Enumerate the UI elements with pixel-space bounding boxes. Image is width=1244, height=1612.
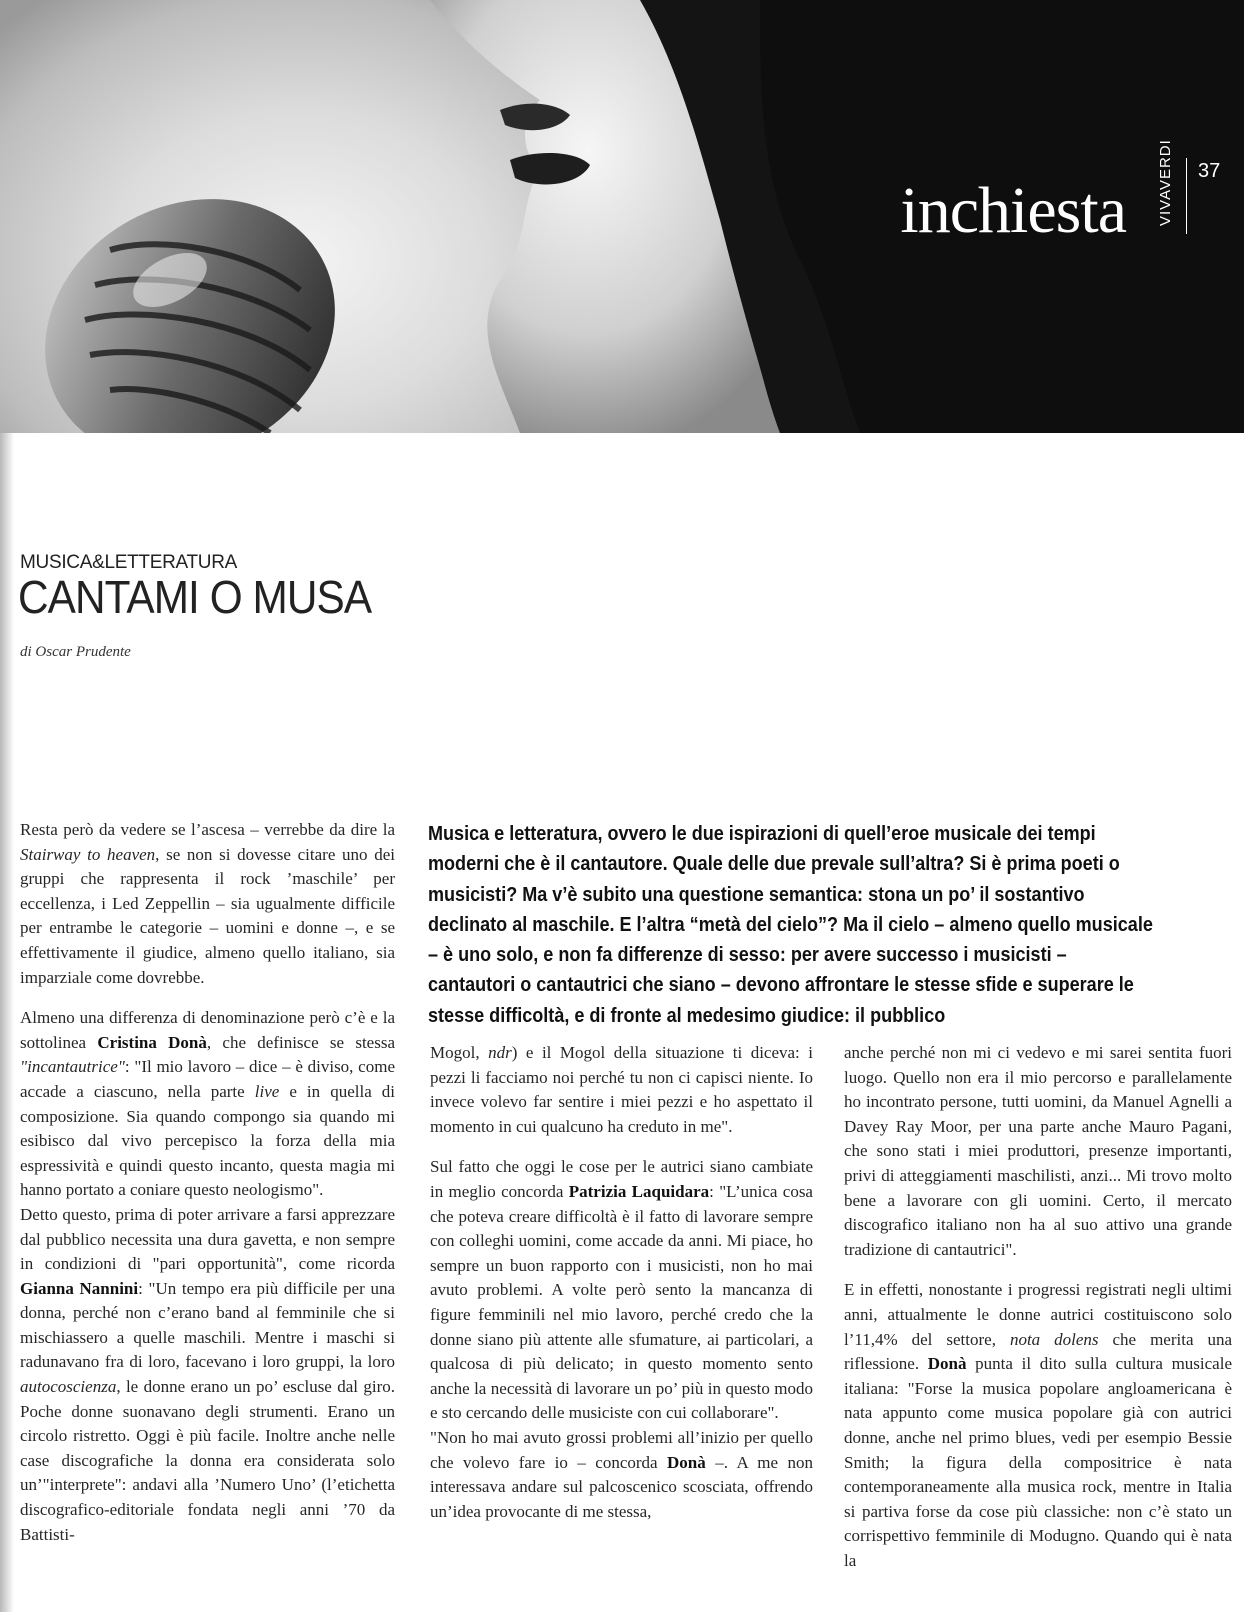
paragraph: Resta però da vedere se l’ascesa – verrebbe da dire la Stairway to heaven, se non si dovesse citare uno dei gruppi che rappresenta il rock ’maschile’ per eccellenza, i Led Zeppellin – sia ugualmente difficile per entrambe le categorie – uomini e donne –, e se effettivamente il giudice, almeno quello italiano, sia imparziale come dovrebbe. xyxy=(20,820,395,987)
paragraph: "Non ho mai avuto grossi problemi all’inizio per quello che volevo fare io – concorda Donà –. A me non interessava andare sul palcoscenico scosciata, offrendo un’idea provocante di me stessa, xyxy=(430,1427,814,1521)
article-kicker: MUSICA&LETTERATURA xyxy=(20,552,237,573)
page-gutter-shadow xyxy=(0,430,14,1612)
hero-photo xyxy=(0,0,1244,433)
magazine-name: VIVAVERDI xyxy=(1157,139,1174,226)
paragraph: anche perché non mi ci vedevo e mi sarei sentita fuori luogo. Quello non era il mio percorso e parallelamente ho incontrato persone, tutti uomini, da Manuel Agnelli a Davey Ray Moor, per una parte anche Mauro Pagani, che sono stati i miei produttori, presenze importanti, privi di atteggiamenti maschilisti, anzi... Mi trovo molto bene a lavorare con gli uomini. Certo, il mercato discografico italiano non ha al suo attivo una grande tradizione di cantautrici". xyxy=(844,1043,1232,1259)
page-number: 37 xyxy=(1198,160,1221,182)
article-byline: di Oscar Prudente xyxy=(20,644,131,660)
paragraph: Detto questo, prima di poter arrivare a farsi apprezzare dal pubblico necessita una dura gavetta, e non sempre in condizioni di "pari opportunità", come ricorda Gianna Nannini: "Un tempo era più difficile per una donna, perché non c’erano band al femminile che si mischiassero a quelle maschili. Mentre i maschi si radunavano fra di loro, facevano i loro gruppi, la loro autocoscienza, le donne erano un po’ escluse dal giro. Poche donne suonavano degli strumenti. Erano un circolo ristretto. Oggi è più facile. Inoltre anche nelle case discografiche la donna era considerata solo un’"interprete": andavi alla ’Numero Uno’ (l’etichetta discografico-editoriale fondata negli anni ’70 da Battisti- xyxy=(20,1204,395,1544)
text-column-1 xyxy=(20,818,395,1547)
article-lead: Musica e letteratura, ovvero le due ispirazioni di quell’eroe musicale dei tempi moderni che è il cantautore. Quale delle due prevale sull’altra? Si è prima poeti o musicisti? Ma v’è subito una questione semantica: stona un po’ il sostantivo declinato al maschile. E l’altra “metà del cielo”? Ma il cielo – almeno quello musicale – è uno solo, e non fa differenze di sesso: per avere successo i musicisti – cantautori o cantautrici che siano – devono affrontare le stesse sfide e superare le stesse difficoltà, e di fronte al medesimo giudice: il pubblico xyxy=(428,822,1153,1027)
header-divider xyxy=(1186,158,1187,234)
paragraph: E in effetti, nonostante i progressi registrati negli ultimi anni, attualmente le donne autrici costituiscono solo l’11,4% del settore, nota dolens che merita una riflessione. Donà punta il dito sulla cultura musicale italiana: "Forse la musica popolare angloamericana è nata appunto come musica popolare già con autrici donne, anche nel primo blues, vedi per esempio Bessie Smith; la figura della compositrice è nata contemporaneamente alla musica rock, mentre in Italia si partiva forse da cose più classiche: non c’è stato un corrispettivo femminile di Modugno. Quando qui è nata la xyxy=(844,1280,1233,1570)
text-column-2 xyxy=(430,1041,813,1524)
paragraph: Almeno una differenza di denominazione però c’è e la sottolinea Cristina Donà, che definisce se stessa "incantautrice": "Il mio lavoro – dice – è diviso, come accade a ciascuno, nella parte live e in quella di composizione. Sia quando compongo sia quando mi esibisco dal vivo percepisco la forza della mia espressività e quindi questo incanto, questa magia mi hanno portato a coniare questo neologismo". xyxy=(20,1008,396,1200)
article-title: CANTAMI O MUSA xyxy=(18,571,372,623)
paragraph: Sul fatto che oggi le cose per le autrici siano cambiate in meglio concorda Patrizia Laquidara: "L’unica cosa che poteva creare difficoltà è il fatto di lavorare sempre con colleghi uomini, come accade da anni. Mi piace, ho sempre un buon rapporto con i musicisti, non ho mai avuto problemi. A volte però sento la mancanza di figure femminili nel mio lavoro, perché credo che la donne siano più attente alle sfumature, ai particolari, a qualcosa di più delicato; in questo momento sento anche la necessità di lavorare un po’ più in questo modo e sto cercando delle musiciste con cui collaborare". xyxy=(430,1157,813,1423)
section-label: inchiesta xyxy=(900,174,1126,247)
text-column-3 xyxy=(844,1041,1232,1573)
paragraph: Mogol, ndr) e il Mogol della situazione ti diceva: i pezzi li facciamo noi perché tu non ci capisci niente. Io invece volevo far sentire i miei pezzi e ho aspettato il momento in cui qualcuno ha creduto in me". xyxy=(430,1043,814,1136)
